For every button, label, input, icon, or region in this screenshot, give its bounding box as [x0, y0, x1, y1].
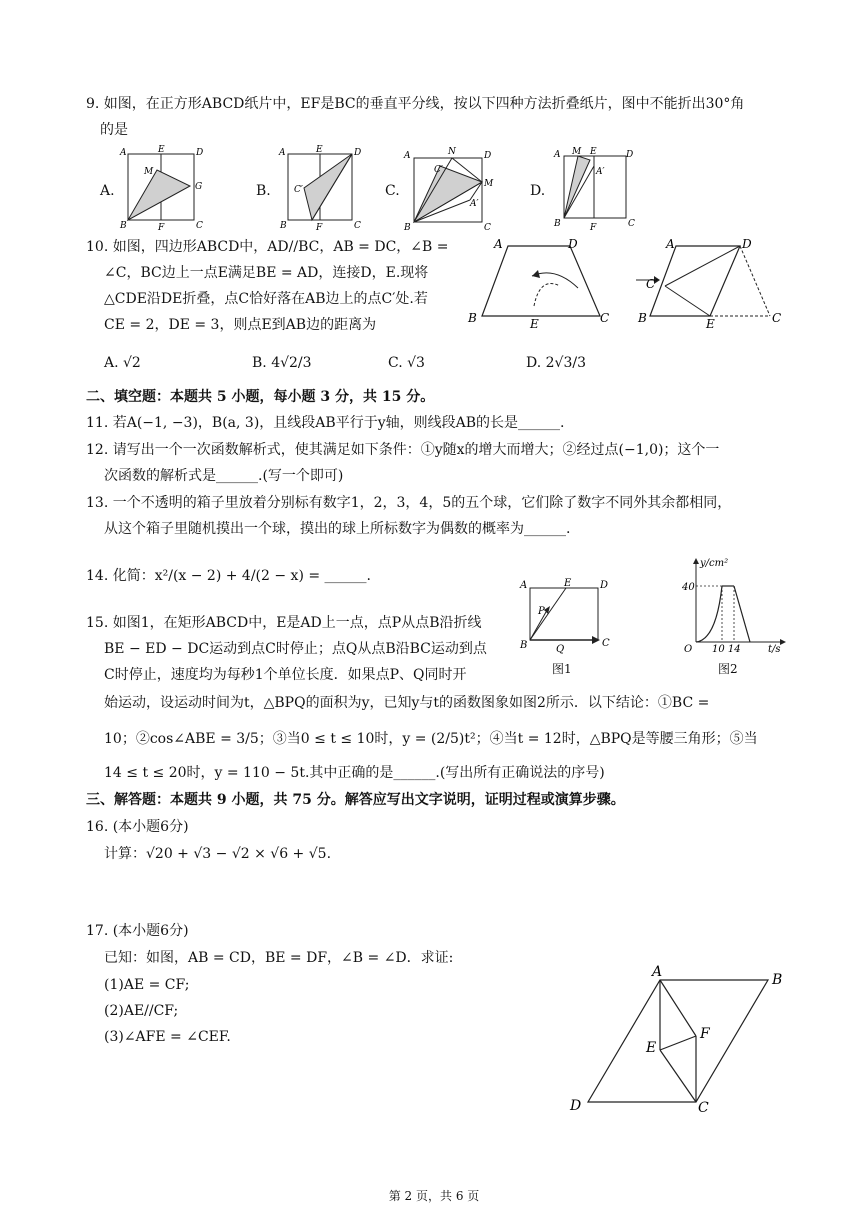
svg-text:M: M — [484, 179, 494, 189]
svg-text:E: E — [564, 578, 572, 589]
svg-text:D: D — [600, 580, 609, 591]
q15-line3: C时停止，速度均为每秒1个单位长度．如果点P、Q同时开 — [104, 667, 467, 683]
svg-text:D: D — [742, 237, 752, 251]
q9-line1: 9. 如图，在正方形ABCD纸片中，EF是BC的垂直平分线，按以下四种方法折叠纸片，图中不能折出30°角 — [86, 96, 745, 112]
q15-figure2 — [676, 552, 791, 656]
svg-text:D: D — [484, 151, 492, 161]
q9-figure-d — [550, 146, 645, 232]
svg-text:A: A — [279, 148, 286, 158]
q9-figure-a — [118, 146, 208, 232]
svg-text:D: D — [354, 148, 362, 158]
q10-option-c: C. √3 — [388, 355, 425, 371]
section2-heading: 二、填空题：本题共 5 小题，每小题 3 分，共 15 分。 — [86, 389, 435, 405]
q9-option-d: D. — [530, 183, 546, 199]
svg-text:A: A — [520, 580, 528, 591]
q15-line6: 14 ≤ t ≤ 20时，y = 110 − 5t.其中正确的是______.(写出所有正确说法的序号) — [104, 765, 605, 781]
svg-text:B: B — [554, 219, 561, 229]
svg-text:B: B — [280, 221, 287, 231]
q9-option-a: A. — [100, 183, 115, 199]
svg-text:A: A — [494, 237, 503, 251]
svg-text:C: C — [484, 223, 491, 233]
graph-origin: O — [684, 644, 693, 655]
svg-text:F: F — [590, 223, 597, 233]
svg-text:P: P — [538, 606, 545, 617]
svg-text:B: B — [468, 311, 477, 325]
svg-text:D: D — [626, 150, 634, 160]
svg-text:C′: C′ — [434, 165, 443, 175]
svg-text:F: F — [158, 223, 165, 233]
svg-text:G: G — [195, 182, 203, 192]
svg-text:A: A — [554, 150, 561, 160]
q15-figure1 — [518, 576, 618, 658]
q15-line4: 始运动，设运动时间为t，△BPQ的面积为y，已知y与t的函数图象如图2所示．以下结论：①BC = — [104, 695, 710, 711]
svg-text:C: C — [698, 1100, 709, 1116]
q15-line2: BE − ED − DC运动到点C时停止；点Q从点B沿BC运动到点 — [104, 641, 487, 657]
section3-heading: 三、解答题：本题共 9 小题，共 75 分。解答应写出文字说明，证明过程或演算步骤。 — [86, 792, 625, 808]
page-footer: 第 2 页，共 6 页 — [388, 1189, 480, 1203]
q13-line1: 13. 一个不透明的箱子里放着分别标有数字1，2，3，4，5的五个球，它们除了数字不同外其余都相同， — [86, 495, 732, 511]
q17-line1: 已知：如图，AB = CD，BE = DF，∠B = ∠D．求证: — [104, 950, 454, 966]
svg-text:C: C — [628, 219, 635, 229]
svg-text:E: E — [646, 1040, 657, 1056]
svg-text:E: E — [316, 145, 323, 155]
q13-line2: 从这个箱子里随机摸出一个球，摸出的球上所标数字为偶数的概率为______. — [104, 521, 571, 537]
svg-text:B: B — [638, 311, 647, 325]
q17-line2: (1)AE = CF; — [104, 977, 190, 993]
svg-text:A′: A′ — [596, 167, 605, 177]
svg-text:F: F — [316, 223, 323, 233]
svg-text:B: B — [772, 972, 783, 988]
q9-option-c: C. — [385, 183, 400, 199]
q17-line3: (2)AE//CF; — [104, 1003, 179, 1019]
q16-head: 16. (本小题6分) — [86, 819, 189, 835]
q9-figure-b — [276, 146, 366, 232]
svg-text:E: E — [706, 317, 715, 331]
svg-text:B: B — [520, 640, 528, 651]
svg-text:M: M — [144, 167, 154, 177]
svg-text:B: B — [120, 221, 127, 231]
q17-line4: (3)∠AFE = ∠CEF. — [104, 1029, 231, 1045]
graph-xticks: 10 14 — [712, 644, 741, 655]
svg-text:A: A — [652, 964, 663, 980]
q17-head: 17. (本小题6分) — [86, 923, 189, 939]
q15-line5: 10；②cos∠ABE = 3/5；③当0 ≤ t ≤ 10时，y = (2/5)t²；④当t = 12时，△BPQ是等腰三角形；⑤当 — [104, 731, 758, 747]
q12-line1: 12. 请写出一个一次函数解析式，使其满足如下条件：①y随x的增大而增大；②经过点(−1,0)；这个一 — [86, 442, 720, 458]
q10-option-a: A. √2 — [104, 355, 141, 371]
q14: 14. 化简：x²/(x − 2) + 4/(2 − x) = ______. — [86, 568, 371, 584]
svg-text:C′: C′ — [294, 185, 303, 195]
svg-text:A: A — [404, 151, 411, 161]
q16-body: 计算：√20 + √3 − √2 × √6 + √5. — [104, 846, 332, 862]
q9-figure-c — [400, 146, 500, 232]
svg-text:C: C — [602, 638, 610, 649]
svg-text:C: C — [600, 311, 610, 325]
svg-text:C′: C′ — [646, 277, 658, 291]
svg-text:C: C — [772, 311, 782, 325]
graph-xlabel: t/s — [768, 644, 781, 655]
svg-text:D: D — [196, 148, 204, 158]
graph-y40: 40 — [682, 582, 695, 593]
svg-text:N: N — [448, 147, 456, 157]
q10-line4: CE = 2，DE = 3，则点E到AB边的距离为 — [104, 317, 377, 333]
q10-option-d: D. 2√3/3 — [526, 355, 586, 371]
q15-fig1-caption: 图1 — [552, 662, 572, 676]
q12-line2: 次函数的解析式是______.(写一个即可) — [104, 468, 344, 484]
svg-text:M: M — [572, 147, 582, 157]
q9-line2: 的是 — [100, 122, 128, 138]
svg-text:B: B — [404, 223, 411, 233]
svg-text:C: C — [196, 221, 203, 231]
svg-text:E: E — [530, 317, 539, 331]
q15-line1: 15. 如图1，在矩形ABCD中，E是AD上一点，点P从点B沿折线 — [86, 615, 482, 631]
svg-text:Q: Q — [556, 644, 565, 655]
svg-text:A′: A′ — [470, 199, 479, 209]
q10-line1: 10. 如图，四边形ABCD中，AD//BC，AB = DC，∠B = — [86, 239, 449, 255]
svg-text:E: E — [590, 147, 597, 157]
q10-figure — [460, 236, 790, 331]
q10-line3: △CDE沿DE折叠，点C恰好落在AB边上的点C′处.若 — [104, 291, 428, 307]
svg-text:A: A — [120, 148, 127, 158]
svg-text:A: A — [666, 237, 675, 251]
q11: 11. 若A(−1, −3)，B(a, 3)，且线段AB平行于y轴，则线段AB的长是______. — [86, 415, 565, 431]
graph-ylabel: y/cm² — [700, 558, 729, 569]
q15-fig2-caption: 图2 — [718, 662, 738, 676]
q10-option-b: B. 4√2/3 — [252, 355, 312, 371]
svg-text:F: F — [700, 1026, 710, 1042]
svg-text:D: D — [570, 1098, 582, 1114]
q17-figure — [566, 962, 796, 1114]
svg-text:D: D — [568, 237, 578, 251]
svg-text:E: E — [158, 145, 165, 155]
q9-option-b: B. — [256, 183, 271, 199]
svg-text:C: C — [354, 221, 361, 231]
q10-line2: ∠C，BC边上一点E满足BE = AD，连接D，E.现将 — [104, 265, 429, 281]
